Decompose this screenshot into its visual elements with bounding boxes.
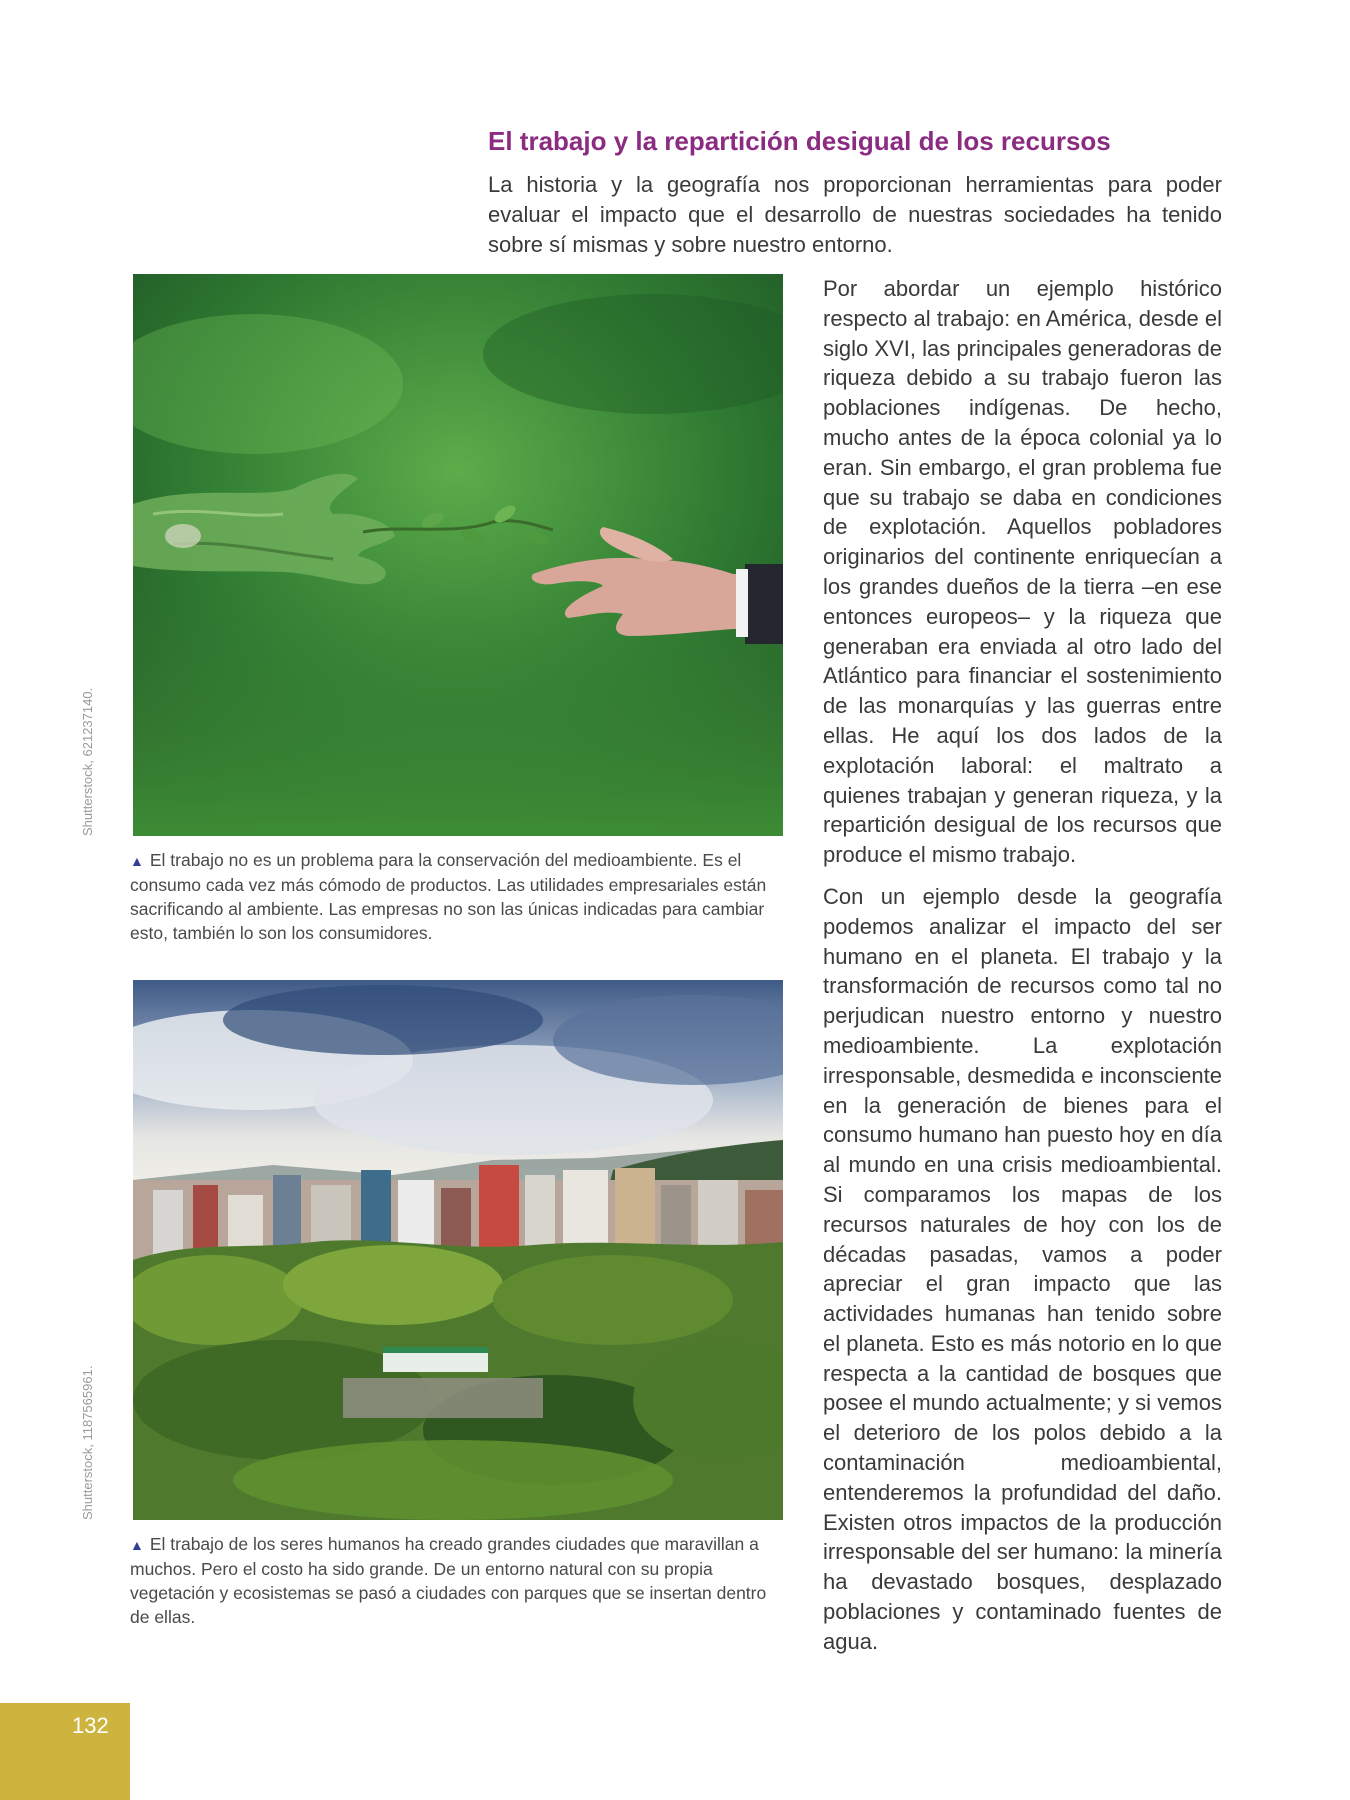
caption-marker-icon: ▲ bbox=[130, 853, 144, 869]
city-photo bbox=[133, 980, 783, 1520]
photo-credit-2: Shutterstock, 1187565961. bbox=[80, 1365, 95, 1520]
body-paragraph-history: Por abordar un ejemplo histórico respecto al trabajo: en América, desde el siglo XVI, las principales generadoras de riqueza debido a su trabajo fueron las poblaciones indígenas. De hecho, mucho antes de la época colonial ya lo eran. Sin embargo, el gran problema fue que su trabajo se daba en condiciones de explotación. Aquellos pobladores originarios del continente enriquecían a los grandes dueños de la tierra –en ese entonces europeos– y la riqueza que generaban era enviada al otro lado del Atlántico para financiar el sostenimiento de las monarquías y las guerras entre ellas. He aquí los dos lados de la explotación laboral: el maltrato a quienes trabajan y generan riqueza, y la repartición desigual de los recursos que produce el mismo trabajo. bbox=[823, 276, 1222, 868]
caption-1-text: El trabajo no es un problema para la conservación del medioambiente. Es el consumo cada vez más cómodo de productos. Las utilidades empresariales están sacrificando al ambiente. Las empresas no son las únicas indicadas para cambiar esto, también lo son los consumidores. bbox=[130, 850, 767, 943]
section-heading: El trabajo y la repartición desigual de los recursos bbox=[488, 126, 1111, 156]
page-number: 132 bbox=[72, 1713, 109, 1738]
body-column bbox=[823, 274, 1222, 1669]
photo-credit-1: Shutterstock, 621237140. bbox=[80, 687, 95, 836]
hands-photo bbox=[133, 274, 783, 836]
page-number-bar bbox=[0, 1703, 130, 1800]
body-paragraph-geography: Con un ejemplo desde la geografía podemos analizar el impacto del ser humano en el planeta. El trabajo y la transformación de recursos como tal no perjudican nuestro entorno y nuestro medioambiente. La explotación irresponsable, desmedida e inconsciente en la generación de bienes para el consumo humano han puesto hoy en día al mundo en una crisis medioambiental. Si comparamos los mapas de los recursos naturales de hoy con los de décadas pasadas, vamos a poder apreciar el gran impacto que las actividades humanas han tenido sobre el planeta. Esto es más notorio en lo que respecta a la cantidad de bosques que posee el mundo actualmente; y si vemos el deterioro de los polos debido a la contaminación medioambiental, entenderemos la profundidad del daño. Existen otros impactos de la producción irresponsable del ser humano: la minería ha devastado bosques, desplazado poblaciones y contaminado fuentes de agua. bbox=[823, 883, 1222, 1654]
caption-2 bbox=[130, 1532, 780, 1629]
caption-1 bbox=[130, 848, 780, 945]
caption-2-text: El trabajo de los seres humanos ha creado grandes ciudades que maravillan a muchos. Pero el costo ha sido grande. De un entorno natural con su propia vegetación y ecosistemas se pasó a ciudades con parques que se insertan dentro de ellas. bbox=[130, 1534, 767, 1627]
caption-marker-icon: ▲ bbox=[130, 1537, 144, 1553]
intro-paragraph: La historia y la geografía nos proporcionan herramientas para poder evaluar el impacto que el desarrollo de nuestras sociedades ha tenido sobre sí mismas y sobre nuestro entorno. bbox=[488, 172, 1222, 257]
